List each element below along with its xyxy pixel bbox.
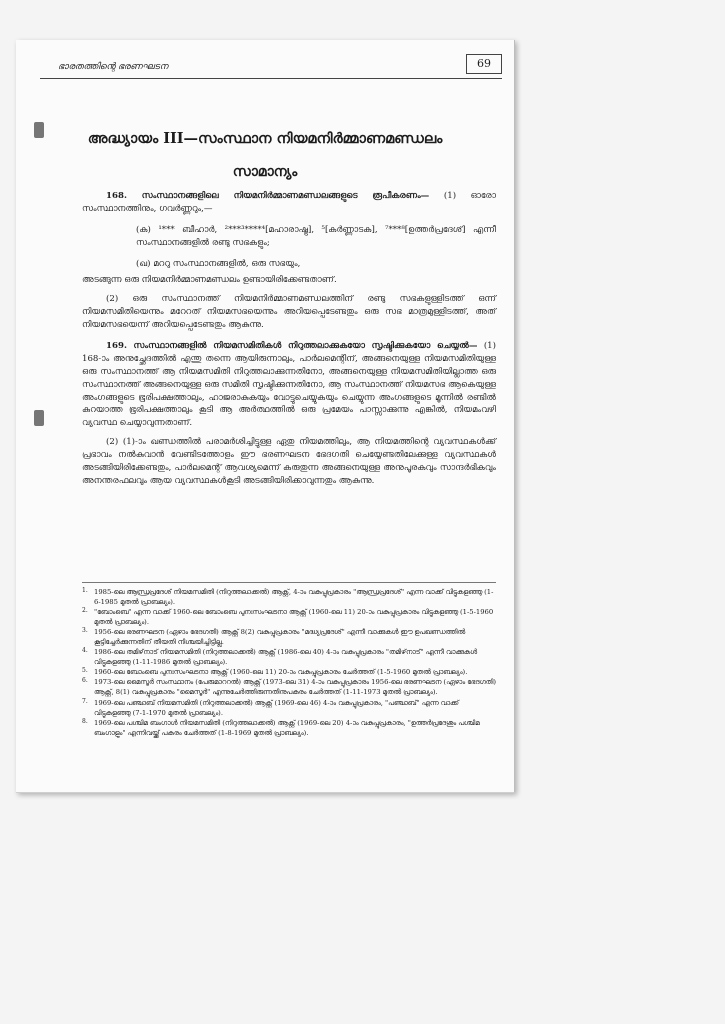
article-169-heading: 169. സംസ്ഥാനങ്ങളിൽ നിയമസമിതികൾ നിറുത്തലാക്കുകയോ സൃഷ്ടിക്കുകയോ ചെയ്യൽ—	[106, 341, 478, 352]
body-text	[82, 190, 496, 488]
article-168-item-a: (ക) ¹*** ബീഹാർ, ²***³****⁴[മഹാരാഷ്ട്ര], ⁵[കർണ്ണാടക], ⁷***⁸[ഉത്തർപ്രദേശ്] എന്നീ സംസ്ഥാനങ്ങളിൽ രണ്ടു സഭകളും;	[136, 224, 496, 248]
article-169-clause-1	[82, 340, 496, 430]
article-169-clause-2: (2) (1)-ാം ഖണ്ഡത്തിൽ പരാമർശിച്ചിട്ടുള്ള ഏതു നിയമത്തിലും, ആ നിയമത്തിന്റെ വ്യവസ്ഥകൾക്ക് പ്രഭാവം നൽകുവാൻ വേണ്ടിടത്തോളം ഈ ഭരണഘടന ഭേദഗതി ചെയ്യേണ്ടതിലേക്കുള്ള വ്യവസ്ഥകൾ അടങ്ങിയിരിക്കേണ്ടതും, പാർലമെന്റ് ആവശ്യമെന്ന് കരുതുന്ന അങ്ങനെയുള്ള അനുപൂരകവും സാന്ദർഭികവും അനന്തരഫലവും ആയ വ്യവസ്ഥകൾകൂടി അടങ്ങിയിരിക്കാവുന്നതും ആകുന്നു.	[82, 437, 496, 486]
footnote-text: 1969-ലെ പഞ്ചാബ് നിയമസമിതി (നിറുത്തലാക്കൽ) ആക്റ്റ് (1969-ലെ 46) 4-ാം വകുപ്പുപ്രകാരം, "പഞ്ചാബ്" എന്ന വാക്ക് വിട്ടുകളഞ്ഞു (7-1-1970 മുതൽ പ്രാബല്യം).	[94, 698, 459, 717]
page-number: 69	[466, 54, 502, 74]
footnote	[82, 718, 496, 738]
running-header	[40, 57, 502, 79]
running-title: ഭാരതത്തിന്റെ ഭരണഘടന	[58, 62, 168, 72]
footnote-mark: 5.	[82, 667, 88, 675]
article-169-clause-1-text: (1) 168-ാം അനുച്ഛേദത്തിൽ എന്തു തന്നെ ആയിരുന്നാലും, പാർലമെന്റിന്, അങ്ങനെയുള്ള നിയമസമിതിയുള്ള ഒരു സംസ്ഥാനത്ത് ആ നിയമസമിതി നിറുത്തലാക്കുന്നതിനോ, അങ്ങനെയുള്ള നിയമസമിതിയില്ലാത്ത ഒരു സംസ്ഥാനത്ത് അങ്ങനെയുള്ള ഒരു സമിതി സൃഷ്ടിക്കുന്നതിനോ, ആ സംസ്ഥാനത്ത് നിയമസഭ ആകെയുള്ള അംഗങ്ങളുടെ ഭൂരിപക്ഷത്താലും, ഹാജരാകുകയും വോട്ടുചെയ്യുകയും ചെയ്യുന്ന അംഗങ്ങളുടെ മൂന്നിൽ രണ്ടിൽ കുറയാത്ത ഭൂരിപക്ഷത്താലും കൂടി ആ അർത്ഥത്തിൽ ഒരു പ്രമേയം പാസ്സാക്കുന്നു എങ്കിൽ, നിയമംവഴി വ്യവസ്ഥ ചെയ്യാവുന്നതാണ്.	[82, 341, 496, 429]
article-168-tail: അടങ്ങുന്ന ഒരു നിയമനിർമ്മാണമണ്ഡലം ഉണ്ടായിരിക്കേണ്ടതാണ്.	[82, 275, 337, 286]
footnote-mark: 8.	[82, 717, 88, 725]
footnote	[82, 647, 496, 667]
footnote-text: "ബോംബെ" എന്ന വാക്ക് 1960-ലെ ബോംബെ പുനഃസംഘടനാ ആക്റ്റ് (1960-ലെ 11) 20-ാം വകുപ്പുപ്രകാരം വിട്ടുകളഞ്ഞു (1-5-1960 മുതൽ പ്രാബല്യം).	[94, 608, 494, 627]
footnote-mark: 3.	[82, 627, 88, 635]
footnote	[82, 607, 496, 627]
footnote-mark: 4.	[82, 647, 88, 655]
footnote	[82, 698, 496, 718]
footnote-mark: 1.	[82, 587, 88, 594]
article-168-intro	[82, 190, 496, 216]
footnote-mark: 2.	[82, 607, 88, 615]
footnotes	[82, 582, 496, 738]
footnote-text: 1985-ലെ ആന്ധ്രപ്രദേശ് നിയമസമിതി (നിറുത്തലാക്കൽ) ആക്റ്റ്, 4-ാം വകുപ്പുപ്രകാരം "ആന്ധ്രപ്രദേശ്" എന്ന വാക്ക് വിട്ടുകളഞ്ഞു (1-6-1985 മുതൽ പ്രാബല്യം).	[94, 588, 494, 607]
article-168-item-b: (ഖ) മററു സംസ്ഥാനങ്ങളിൽ, ഒരു സഭയും,	[136, 258, 301, 269]
staple-mark-bottom	[34, 410, 44, 426]
footnote-text: 1973-ലെ മൈസൂർ സംസ്ഥാനം (പേരുമാററൽ) ആക്റ്റ് (1973-ലെ 31) 4-ാം വകുപ്പുപ്രകാരം 1956-ലെ ഭരണഘടന (ഏഴാം ഭേദഗതി) ആക്റ്റ്, 8(1) വകുപ്പുപ്രകാരം "മൈസൂർ" എന്നുചേർത്തിരുന്നതിനുപകരം ചേർത്തത് (1-11-1973 മുതൽ പ്രാബല്യം).	[94, 678, 496, 697]
footnote	[82, 627, 496, 647]
section-title: സാമാന്യം	[232, 164, 298, 180]
footnote	[82, 587, 496, 607]
footnote-text: 1969-ലെ പശ്ചിമ ബംഗാൾ നിയമസമിതി (നിറുത്തലാക്കൽ) ആക്റ്റ് (1969-ലെ 20) 4-ാം വകുപ്പുപ്രകാരം, "ഉത്തർപ്രദേശും പശ്ചിമ ബംഗാളും" എന്നിവയ്ക്ക് പകരം ചേർത്തത് (1-8-1969 മുതൽ പ്രാബല്യം).	[94, 718, 480, 737]
footnote-text: 1986-ലെ തമിഴ്‌നാട് നിയമസമിതി (നിറുത്തലാക്കൽ) ആക്റ്റ് (1986-ലെ 40) 4-ാം വകുപ്പുപ്രകാരം "തമിഴ്‌നാട്" എന്നീ വാക്കുകൾ വിട്ടുകളഞ്ഞു (1-11-1986 മുതൽ പ്രാബല്യം).	[94, 648, 477, 667]
footnote-mark: 6.	[82, 677, 88, 685]
footnote	[82, 677, 496, 697]
footnote-text: 1956-ലെ ഭരണഘടന (ഏഴാം ഭേദഗതി) ആക്റ്റ് 8(2) വകുപ്പുപ്രകാരം "മദ്ധ്യപ്രദേശ്" എന്നീ വാക്കുകൾ ഈ ഉപഖണ്ഡത്തിൽ കൂട്ടിച്ചേർക്കുന്നതിന് തീയതി നിശ്ചയിച്ചിട്ടില്ല.	[94, 628, 466, 647]
article-168-clause-2: (2) ഒരു സംസ്ഥാനത്ത് നിയമനിർമ്മാണമണ്ഡലത്തിന് രണ്ടു സഭകളുള്ളിടത്ത് ഒന്ന് നിയമസമിതിയെന്നും മറേറത് നിയമസഭയെന്നും അറിയപ്പെടേണ്ടതും ഒരു സഭ മാത്രമുള്ളിടത്ത്, അത് നിയമസഭയെന്ന് അറിയപ്പെടേണ്ടതും ആകുന്നു.	[82, 294, 496, 331]
chapter-title: അദ്ധ്യായം III—സംസ്ഥാന നിയമനിർമ്മാണമണ്ഡലം	[87, 130, 443, 147]
article-168-clause-1: (1) ഓരോ സംസ്ഥാനത്തിനും, ഗവർണ്ണറും,—	[82, 191, 496, 214]
footnote-mark: 7.	[82, 697, 88, 705]
article-168-heading: 168. സംസ്ഥാനങ്ങളിലെ നിയമനിർമ്മാണമണ്ഡലങ്ങളുടെ രൂപീകരണം—	[106, 191, 430, 201]
footnote-text: 1960-ലെ ബോംബെ പുനഃസംഘടനാ ആക്റ്റ് (1960-ലെ 11) 20-ാം വകുപ്പുപ്രകാരം ചേർത്തത് (1-5-1960 മുതൽ പ്രാബല്യം).	[94, 668, 468, 677]
document-page	[16, 40, 515, 793]
footnote	[82, 667, 496, 677]
